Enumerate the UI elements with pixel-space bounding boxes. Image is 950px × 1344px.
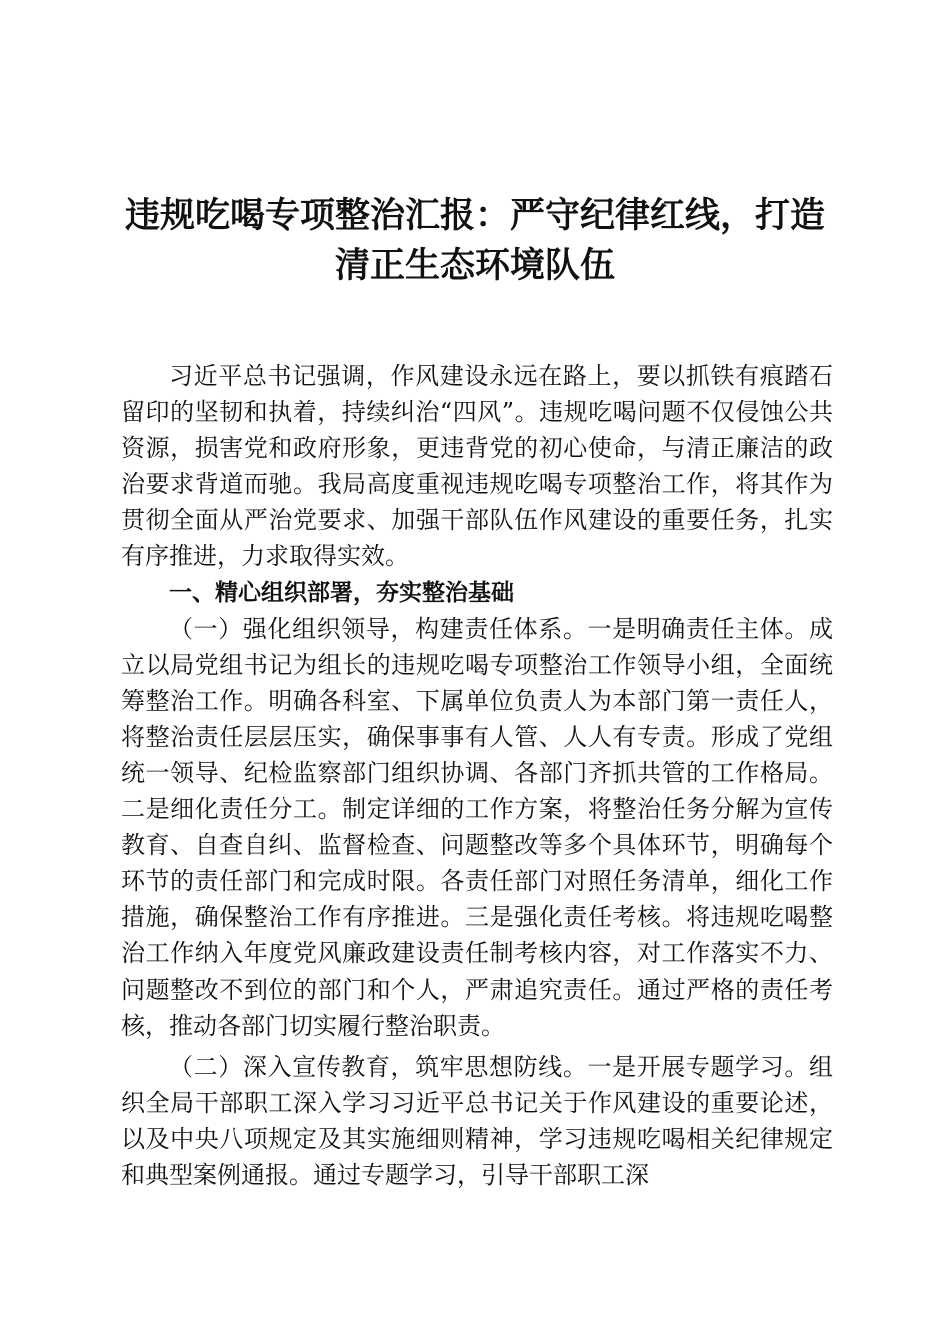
intro-paragraph: 习近平总书记强调，作风建设永远在路上，要以抓铁有痕踏石留印的坚韧和执着，持续纠治“四风”。违规吃喝问题不仅侵蚀公共资源，损害党和政府形象，更违背党的初心使命，与清正廉洁的政治要求背道而驰。我局高度重视违规吃喝专项整治工作，将其作为贯彻全面从严治党要求、加强干部队伍作风建设的重要任务，扎实有序推进，力求取得实效。 xyxy=(121,362,833,571)
document-title-line-2: 清正生态环境队伍 xyxy=(334,245,615,286)
document-body xyxy=(121,358,833,1193)
subsection-paragraph-2: （二）深入宣传教育，筑牢思想防线。一是开展专题学习。组织全局干部职工深入学习习近平总书记关于作风建设的重要论述，以及中央八项规定及其实施细则精神，学习违规吃喝相关纪律规定和典型案例通报。通过专题学习，引导干部职工深 xyxy=(121,1052,833,1189)
section-heading-1: 一、精心组织部署，夯实整治基础 xyxy=(169,579,514,606)
subsection-paragraph-1: （一）强化组织领导，构建责任体系。一是明确责任主体。成立以局党组书记为组长的违规吃喝专项整治工作领导小组，全面统筹整治工作。明确各科室、下属单位负责人为本部门第一责任人，将整治责任层层压实，确保事事有人管、人人有专责。形成了党组统一领导、纪检监察部门组织协调、各部门齐抓共管的工作格局。二是细化责任分工。制定详细的工作方案，将整治任务分解为宣传教育、自查自纠、监督检查、问题整改等多个具体环节，明确每个环节的责任部门和完成时限。各责任部门对照任务清单，细化工作措施，确保整治工作有序推进。三是强化责任考核。将违规吃喝整治工作纳入年度党风廉政建设责任制考核内容，对工作落实不力、问题整改不到位的部门和个人，严肃追究责任。通过严格的责任考核，推动各部门切实履行整治职责。 xyxy=(121,614,833,1040)
document-title-line-1: 违规吃喝专项整治汇报：严守纪律红线，打造 xyxy=(124,195,825,236)
